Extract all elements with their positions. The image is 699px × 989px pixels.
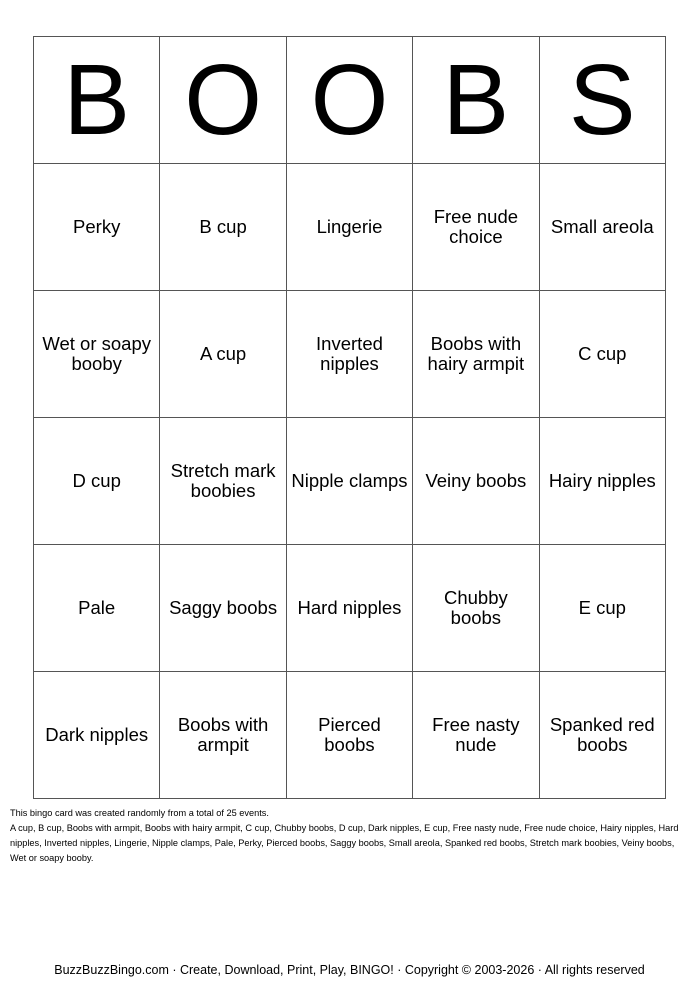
header-letter: B — [413, 37, 539, 164]
bingo-cell: E cup — [539, 545, 665, 672]
bingo-cell: Wet or soapy booby — [34, 291, 160, 418]
header-letter: S — [539, 37, 665, 164]
bingo-cell: A cup — [160, 291, 286, 418]
header-row — [34, 37, 666, 164]
card-info-event-list: A cup, B cup, Boobs with armpit, Boobs with hairy armpit, C cup, Chubby boobs, D cup, Dark nipples, E cup, Free nasty nude, Free nude choice, Hairy nipples, Hard nipples, Inverted nipples, Lingerie, Nipple clamps, Pale, Perky, Pierced boobs, Saggy boobs, Small areola, Spanked red boobs, Stretch mark boobies, Veiny boobs, Wet or soapy booby. — [10, 823, 679, 863]
bingo-cell: Perky — [34, 164, 160, 291]
bingo-cell: Free nude choice — [413, 164, 539, 291]
card-row — [34, 164, 666, 291]
card-row — [34, 672, 666, 799]
header-letter: O — [160, 37, 286, 164]
card-row — [34, 291, 666, 418]
bingo-cell: Chubby boobs — [413, 545, 539, 672]
card-info — [10, 806, 690, 866]
bingo-cell: Pierced boobs — [286, 672, 412, 799]
bingo-cell: D cup — [34, 418, 160, 545]
bingo-cell: C cup — [539, 291, 665, 418]
bingo-cell: Spanked red boobs — [539, 672, 665, 799]
bingo-cell: Saggy boobs — [160, 545, 286, 672]
bingo-cell: Pale — [34, 545, 160, 672]
bingo-cell: Hard nipples — [286, 545, 412, 672]
bingo-cell: Boobs with armpit — [160, 672, 286, 799]
bingo-cell: Veiny boobs — [413, 418, 539, 545]
bingo-cell: Hairy nipples — [539, 418, 665, 545]
bingo-cell: Nipple clamps — [286, 418, 412, 545]
bingo-cell: Dark nipples — [34, 672, 160, 799]
bingo-cell: Small areola — [539, 164, 665, 291]
bingo-cell: Boobs with hairy armpit — [413, 291, 539, 418]
bingo-cell: Free nasty nude — [413, 672, 539, 799]
card-info-intro: This bingo card was created randomly from a total of 25 events. — [10, 808, 269, 818]
site-footer: BuzzBuzzBingo.com · Create, Download, Print, Play, BINGO! · Copyright © 2003-2026 · All rights reserved — [54, 963, 645, 977]
bingo-cell: B cup — [160, 164, 286, 291]
header-letter: B — [34, 37, 160, 164]
bingo-cell: Inverted nipples — [286, 291, 412, 418]
bingo-cell: Lingerie — [286, 164, 412, 291]
bingo-card — [33, 36, 666, 799]
card-row — [34, 418, 666, 545]
card-row — [34, 545, 666, 672]
bingo-cell: Stretch mark boobies — [160, 418, 286, 545]
header-letter: O — [286, 37, 412, 164]
